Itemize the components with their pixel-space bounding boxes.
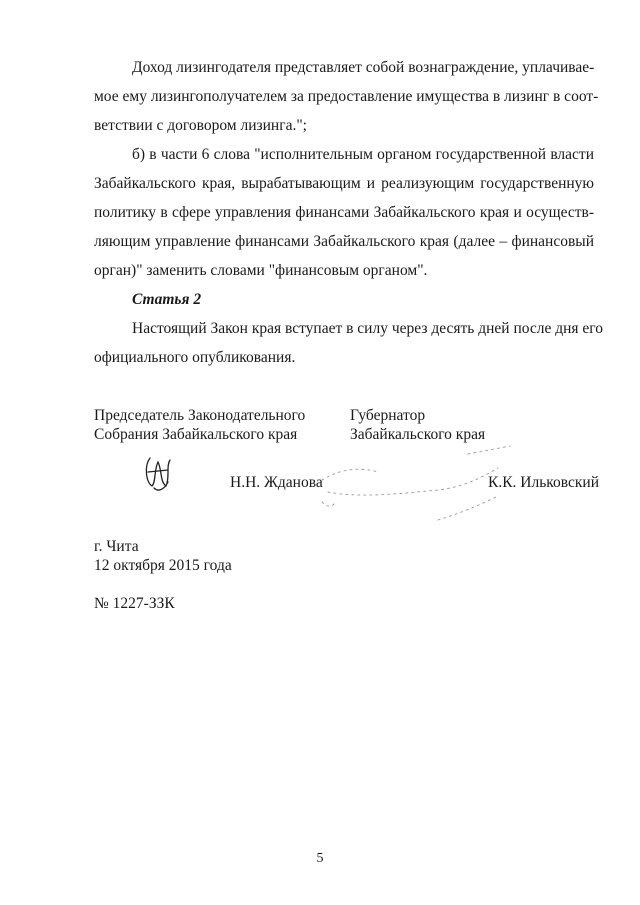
right-signatory-title-line-2: Забайкальского края	[350, 426, 486, 443]
left-signatory-title-line-2: Собрания Забайкальского края	[94, 426, 298, 443]
paragraph-2-line-5: орган)" заменить словами "финансовым органом".	[94, 262, 428, 279]
date: 12 октября 2015 года	[94, 557, 232, 574]
law-number: № 1227-ЗЗК	[94, 595, 175, 612]
article-heading: Статья 2	[132, 291, 202, 308]
paragraph-3-line-1: Настоящий Закон края вступает в силу через десять дней после дня его	[132, 320, 604, 337]
paragraph-2-line-2: Забайкальского края, вырабатывающим и реализующим государственную	[94, 175, 594, 192]
paragraph-2-line-3: политику в сфере управления финансами Забайкальского края и осуществ-	[94, 204, 594, 221]
city: г. Чита	[94, 538, 139, 555]
paragraph-1-line-3: ветствии с договором лизинга.";	[94, 117, 307, 134]
right-signatory-name: К.К. Ильковский	[488, 474, 600, 491]
left-handwritten-signature	[140, 452, 176, 494]
paragraph-3-line-2: официального опубликования.	[94, 349, 296, 366]
right-signatory-title-line-1: Губернатор	[350, 407, 426, 424]
paragraph-2-line-4: ляющим управление финансами Забайкальского края (далее – финансовый	[94, 233, 594, 250]
paragraph-1-line-2: мое ему лизингополучателем за предоставление имущества в лизинг в соот-	[94, 88, 599, 105]
paragraph-1-line-1: Доход лизингодателя представляет собой вознаграждение, уплачивае-	[132, 59, 595, 76]
paragraph-2-line-1: б) в части 6 слова "исполнительным органом государственной власти	[132, 146, 594, 163]
page-number: 5	[316, 851, 324, 866]
left-signatory-name: Н.Н. Жданова	[230, 474, 323, 491]
left-signatory-title-line-1: Председатель Законодательного	[94, 407, 306, 424]
